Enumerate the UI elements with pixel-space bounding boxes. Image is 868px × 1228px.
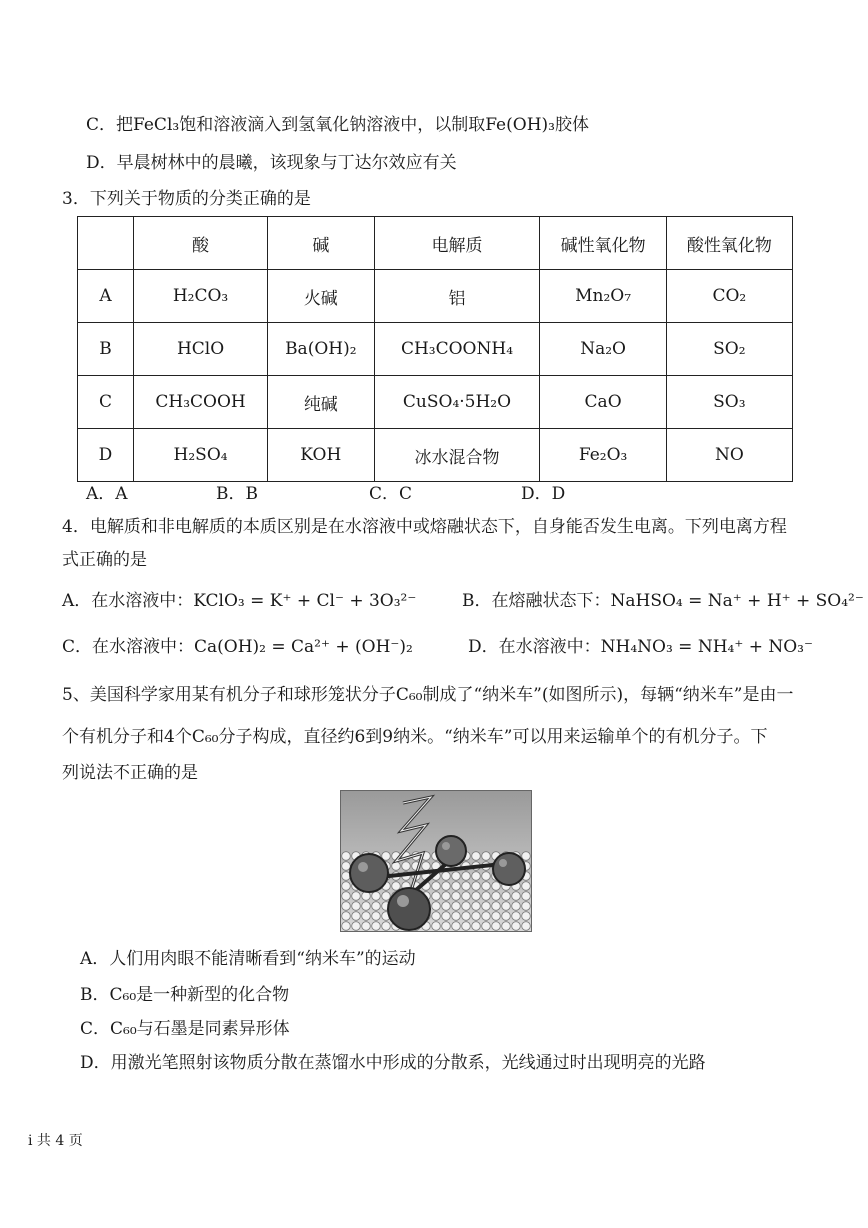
table-cell: Ba(OH)₂ [268, 323, 374, 376]
table-cell: 铝 [374, 270, 540, 323]
table-cell: A [78, 270, 134, 323]
q3-option-b: B．B [216, 484, 258, 504]
table-cell: HClO [134, 323, 268, 376]
page-footer: i 共 4 页 [28, 1133, 83, 1149]
q5-option-c: C．C₆₀与石墨是同素异形体 [80, 1019, 290, 1039]
question-5-stem-line2: 个有机分子和4个C₆₀分子构成，直径约6到9纳米。“纳米车”可以用来运输单个的有机分子。下 [62, 727, 768, 747]
table-header-cell: 酸性氧化物 [666, 217, 792, 270]
question-5-stem-line1: 5、美国科学家用某有机分子和球形笼状分子C₆₀制成了“纳米车”(如图所示)，每辆“纳米车”是由一 [62, 685, 794, 705]
table-cell: H₂CO₃ [134, 270, 268, 323]
classification-table [77, 216, 793, 482]
q3-option-c: C．C [369, 484, 413, 504]
table-cell: C [78, 376, 134, 429]
option-d-line: D．早晨树林中的晨曦，该现象与丁达尔效应有关 [86, 153, 457, 173]
nanocar-illustration [341, 791, 531, 931]
q5-option-d: D．用激光笔照射该物质分散在蒸馏水中形成的分散系，光线通过时出现明亮的光路 [80, 1053, 706, 1073]
q4-option-d: D．在水溶液中：NH₄NO₃ = NH₄⁺ + NO₃⁻ [468, 637, 813, 657]
q3-option-d: D．D [521, 484, 566, 504]
table-cell: CH₃COONH₄ [374, 323, 540, 376]
q4-option-c: C．在水溶液中：Ca(OH)₂ = Ca²⁺ + (OH⁻)₂ [62, 637, 413, 657]
table-cell: CaO [540, 376, 666, 429]
nanocar-image [340, 790, 532, 932]
table-cell: B [78, 323, 134, 376]
table-cell: H₂SO₄ [134, 429, 268, 482]
table-header-cell: 酸 [134, 217, 268, 270]
q4-option-a: A．在水溶液中：KClO₃ = K⁺ + Cl⁻ + 3O₃²⁻ [62, 591, 417, 611]
q5-option-a: A．人们用肉眼不能清晰看到“纳米车”的运动 [80, 949, 416, 969]
table-row [78, 429, 793, 482]
table-cell: CO₂ [666, 270, 792, 323]
table-cell: KOH [268, 429, 374, 482]
q5-option-b: B．C₆₀是一种新型的化合物 [80, 985, 290, 1005]
q4-option-b: B．在熔融状态下：NaHSO₄ = Na⁺ + H⁺ + SO₄²⁻ [462, 591, 864, 611]
table-cell: Mn₂O₇ [540, 270, 666, 323]
table-header-cell [78, 217, 134, 270]
table-header-cell: 电解质 [374, 217, 540, 270]
table-cell: NO [666, 429, 792, 482]
question-4-stem-line2: 式正确的是 [62, 550, 147, 570]
q3-options [86, 479, 565, 504]
table-cell: 火碱 [268, 270, 374, 323]
table-cell: CuSO₄·5H₂O [374, 376, 540, 429]
table-row [78, 270, 793, 323]
question-5-stem-line3: 列说法不正确的是 [62, 763, 198, 783]
table-cell: SO₂ [666, 323, 792, 376]
table-row [78, 376, 793, 429]
option-c-line: C．把FeCl₃饱和溶液滴入到氢氧化钠溶液中，以制取Fe(OH)₃胶体 [86, 115, 589, 135]
table-row [78, 323, 793, 376]
table-header-row [78, 217, 793, 270]
table-cell: Na₂O [540, 323, 666, 376]
q3-option-a: A．A [86, 484, 128, 504]
table-header-cell: 碱 [268, 217, 374, 270]
table-cell: CH₃COOH [134, 376, 268, 429]
table-cell: 冰水混合物 [374, 429, 540, 482]
table-cell: 纯碱 [268, 376, 374, 429]
question-4-stem-line1: 4．电解质和非电解质的本质区别是在水溶液中或熔融状态下，自身能否发生电离。下列电离方程 [62, 517, 787, 537]
table-cell: SO₃ [666, 376, 792, 429]
question-3-stem: 3．下列关于物质的分类正确的是 [62, 189, 311, 209]
table-cell: Fe₂O₃ [540, 429, 666, 482]
table-header-cell: 碱性氧化物 [540, 217, 666, 270]
table-cell: D [78, 429, 134, 482]
